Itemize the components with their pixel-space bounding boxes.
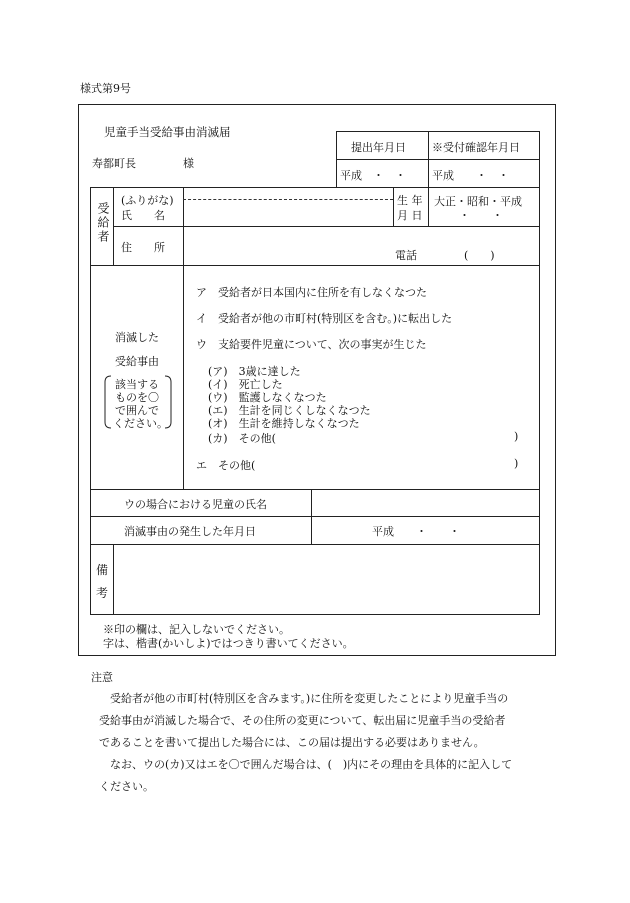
notes-line-3: であることを書いて提出した場合には、この届は提出する必要はありません。 — [99, 736, 485, 749]
phone-label: 電話 — [395, 249, 417, 262]
notes-line-1: 受給者が他の市町村(特別区を含みます。)に住所を変更したことにより児童手当の — [110, 692, 509, 705]
date-box-top — [336, 131, 539, 132]
instruction-line-4: ください。 — [113, 417, 168, 430]
footnote-1: ※印の欄は、記入しないでください。 — [103, 623, 290, 636]
occurrence-label: 消滅事由の発生した年月日 — [124, 525, 256, 538]
furigana-field[interactable] — [186, 189, 390, 199]
frame-right — [555, 104, 556, 656]
name-field[interactable] — [186, 202, 390, 224]
remarks-field[interactable] — [116, 547, 536, 611]
date-box-left — [336, 131, 337, 187]
era-options[interactable]: 大正・昭和・平成 — [434, 195, 522, 208]
reason-label-2: 受給事由 — [115, 355, 159, 368]
instruction-line-1: 該当する — [115, 378, 159, 391]
reason-option-e-close: ) — [514, 457, 519, 470]
reason-option-a[interactable]: ア 受給者が日本国内に住所を有しなくなつた — [196, 286, 427, 299]
reason-label-1: 消滅した — [115, 331, 159, 344]
sub-option-e[interactable]: (エ) 生計を同じくしなくなつた — [208, 404, 371, 417]
birth-label-right — [428, 187, 429, 226]
sub-option-a[interactable]: (ア) 3歳に達した — [208, 365, 301, 378]
table-bottom — [90, 614, 540, 615]
reason-label-divider — [183, 265, 184, 489]
child-row-top — [90, 489, 540, 490]
form-number: 様式第9号 — [80, 82, 131, 95]
occurrence-row-top — [90, 516, 540, 517]
name-label: 氏 名 — [121, 209, 165, 222]
instruction-bracket — [103, 375, 173, 429]
frame-bottom — [78, 655, 556, 656]
phone-field[interactable]: ( ) — [464, 249, 495, 262]
reason-option-e[interactable]: エ その他( — [196, 459, 256, 472]
remarks-row-top — [90, 544, 540, 545]
sub-option-u[interactable]: (ウ) 監護しなくなつた — [208, 391, 327, 404]
occurrence-date-field[interactable]: 平成 ・ ・ — [372, 525, 460, 538]
addressee-honorific: 様 — [183, 157, 194, 170]
receipt-date-header: ※受付確認年月日 — [432, 141, 520, 154]
submission-date-header: 提出年月日 — [351, 141, 406, 154]
remarks-label-divider — [113, 544, 114, 614]
birth-label-top: 生 年 — [397, 194, 423, 207]
furigana-label: (ふりがな) — [121, 194, 174, 207]
child-name-field[interactable] — [314, 491, 536, 515]
address-label: 住 所 — [121, 241, 165, 254]
remarks-label-1: 備 — [96, 563, 109, 577]
recipient-section-label: 受給者 — [96, 202, 110, 244]
notes-line-5: ください。 — [99, 780, 154, 793]
footnote-2: 字は、楷書(かいしよ)ではつきり書いてください。 — [103, 637, 354, 650]
sub-option-o[interactable]: (オ) 生計を維持しなくなつた — [208, 417, 360, 430]
frame-left — [78, 104, 79, 656]
birth-date-field[interactable]: ・ ・ — [459, 209, 503, 222]
table-top — [90, 187, 540, 188]
furigana-dash-line — [183, 199, 393, 200]
date-box-divider — [428, 131, 429, 187]
notes-line-2: 受給事由が消滅した場合で、その住所の変更について、転出届に児童手当の受給者 — [99, 714, 506, 727]
child-name-label: ウの場合における児童の氏名 — [124, 498, 267, 511]
submission-date-field[interactable]: 平成 ・ ・ — [340, 169, 406, 182]
remarks-label-2: 考 — [96, 586, 109, 600]
table-right — [539, 187, 540, 614]
recipient-row-divider — [113, 226, 540, 227]
date-box-right — [539, 131, 540, 187]
form-title: 児童手当受給事由消滅届 — [104, 125, 231, 139]
date-box-mid — [336, 159, 539, 160]
table-left — [90, 187, 91, 614]
birth-label-left — [393, 187, 394, 226]
addressee-name: 寿都町長 — [92, 157, 136, 170]
sub-option-ka-close: ) — [514, 430, 519, 443]
notes-line-4: なお、ウの(カ)又はエを〇で囲んだ場合は、( )内にその理由を具体的に記入して — [110, 758, 513, 771]
reason-option-u[interactable]: ウ 支給要件児童について、次の事実が生じた — [196, 338, 427, 351]
notes-heading: 注意 — [91, 671, 113, 684]
instruction-line-3: で囲んで — [115, 404, 159, 417]
sub-option-i[interactable]: (イ) 死亡した — [208, 378, 283, 391]
birth-label-bottom: 月 日 — [397, 209, 423, 222]
frame-top — [78, 104, 556, 105]
instruction-line-2: ものを〇 — [115, 391, 159, 404]
receipt-date-field: 平成 ・ ・ — [432, 169, 509, 182]
reason-option-i[interactable]: イ 受給者が他の市町村(特別区を含む。)に転出した — [196, 312, 453, 325]
sub-option-ka[interactable]: (カ) その他( — [208, 432, 276, 445]
reason-top — [90, 265, 540, 266]
